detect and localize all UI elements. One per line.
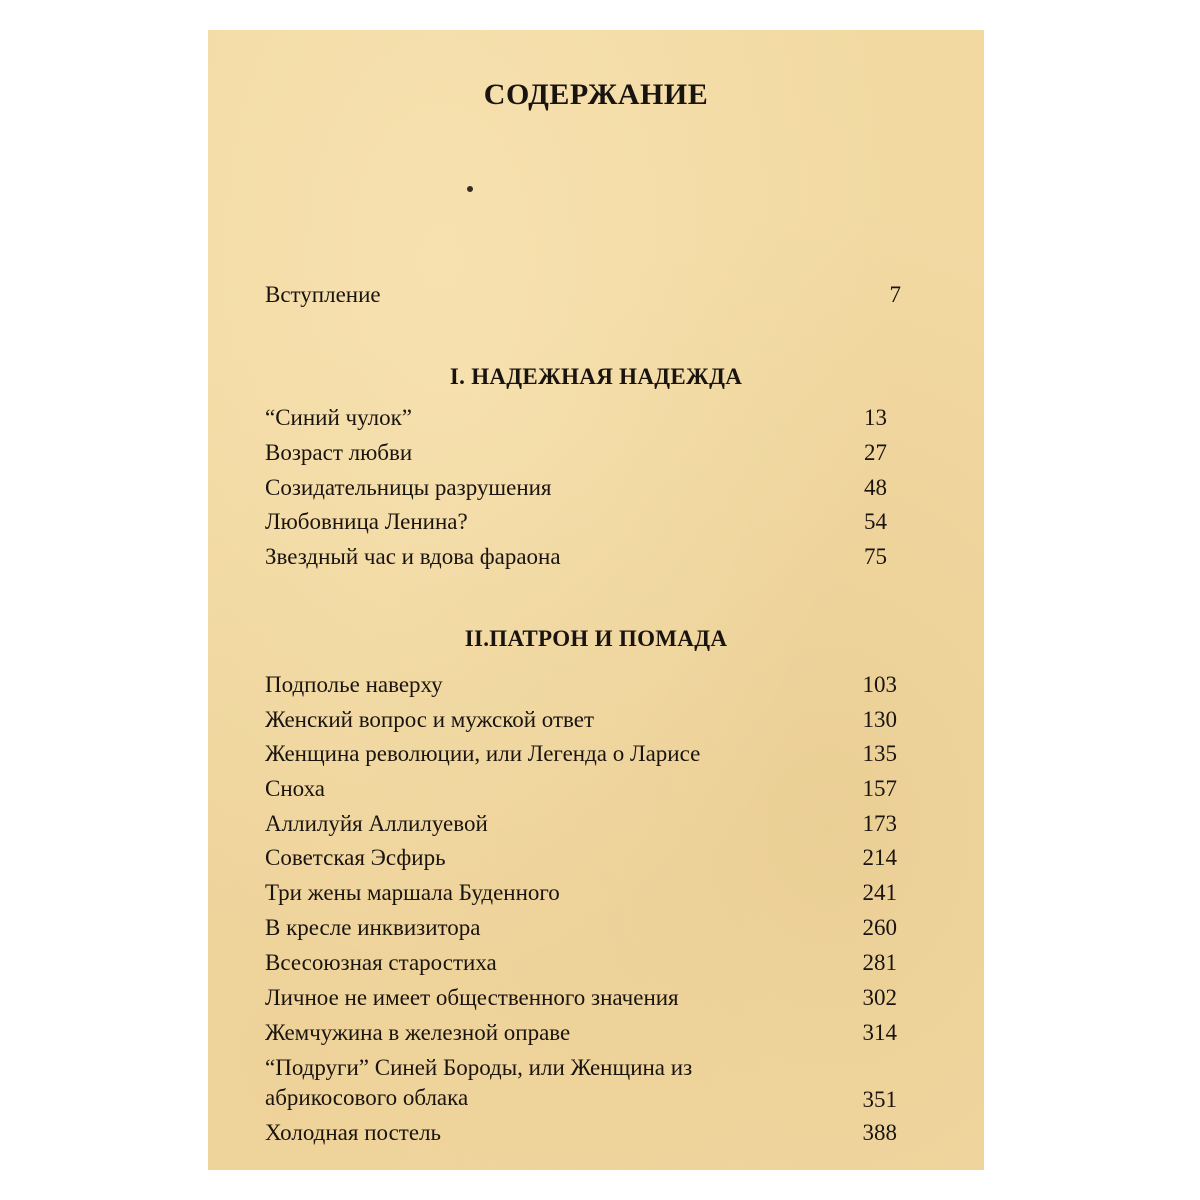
toc-entry-title: “Подруги” Синей Бороды, или Женщина из абрикосового облака <box>265 1055 693 1110</box>
toc-entry-title: Жемчужина в железной оправе <box>265 1020 571 1045</box>
toc-entry-page: 314 <box>862 1020 897 1045</box>
toc-entry-title: Аллилуйя Аллилуевой <box>265 811 488 836</box>
page-heading: СОДЕРЖАНИЕ <box>483 78 709 111</box>
toc-entry-page: 7 <box>889 282 901 307</box>
toc-entry-page: 281 <box>862 950 897 975</box>
toc-entry-title: Всесоюзная старостиха <box>265 950 497 975</box>
toc-entry-title: Женщина революции, или Легенда о Ларисе <box>265 741 701 766</box>
toc-entry-title: Возраст любви <box>265 440 413 465</box>
toc-entry-title: Советская Эсфирь <box>265 845 446 870</box>
toc-entry-page: 260 <box>862 915 897 940</box>
toc-entry-page: 351 <box>862 1087 897 1112</box>
toc-entry-title: Созидательницы разрушения <box>265 475 552 500</box>
toc-entry-page: 75 <box>864 544 887 569</box>
toc-entry-title: “Синий чулок” <box>265 405 412 430</box>
contents-page <box>208 30 984 1170</box>
toc-entry-title: Сноха <box>265 776 325 801</box>
toc-entry-page: 135 <box>862 741 897 766</box>
toc-entry-title: Холодная постель <box>265 1120 442 1145</box>
toc-entry-title: Три жены маршала Буденного <box>265 880 560 905</box>
toc-entry-page: 302 <box>862 985 897 1010</box>
toc-entry-page: 54 <box>864 509 887 534</box>
toc-entry-title: Женский вопрос и мужской ответ <box>265 707 595 732</box>
toc-entry-title: Личное не имеет общественного значения <box>265 985 679 1010</box>
toc-entry-title: Вступление <box>265 282 381 307</box>
toc-entry-page: 48 <box>864 475 887 500</box>
toc-entry-page: 103 <box>862 672 897 697</box>
toc-entry-page: 241 <box>862 880 897 905</box>
toc-entry-title: Любовница Ленина? <box>265 509 468 534</box>
toc-entry-page: 173 <box>862 811 897 836</box>
section-title-1: I. НАДЕЖНАЯ НАДЕЖДА <box>449 364 743 389</box>
toc-entry-title: В кресле инквизитора <box>265 915 481 940</box>
toc-entry-page: 214 <box>862 845 897 870</box>
toc-entry-page: 13 <box>864 405 887 430</box>
toc-entry-page: 157 <box>862 776 897 801</box>
toc-entry-title: Подполье наверху <box>265 672 443 697</box>
section-title-2: II.ПАТРОН И ПОМАДА <box>464 626 728 651</box>
ink-speck <box>467 186 473 192</box>
toc-entry-page: 27 <box>864 440 887 465</box>
toc-entry-page: 388 <box>862 1120 897 1145</box>
toc-entry-title: Звездный час и вдова фараона <box>265 544 561 569</box>
toc-entry-page: 130 <box>862 707 897 732</box>
